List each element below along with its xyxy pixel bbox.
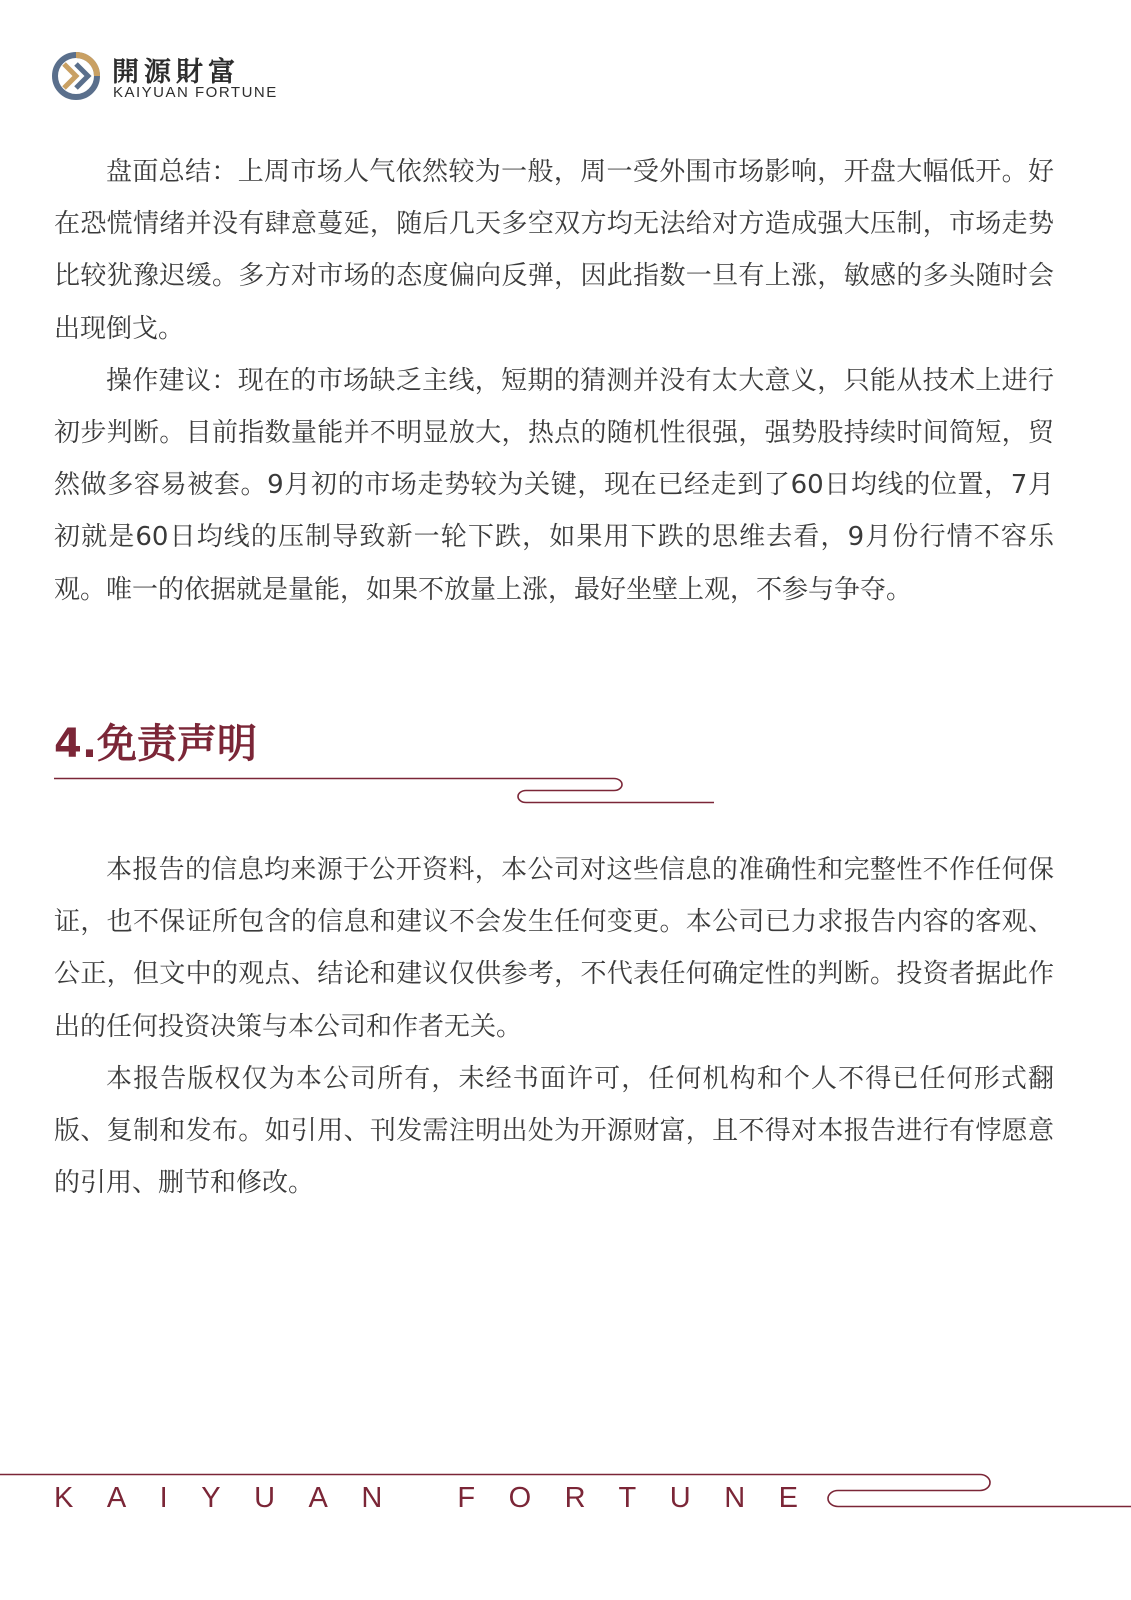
copyright-paragraph: 本报告版权仅为本公司所有，未经书面许可，任何机构和个人不得已任何形式翻版、复制和发布。如引用、刊发需注明出处为开源财富，且不得对本报告进行有悖愿意的引用、删节和修改。	[54, 1063, 1054, 1199]
disclaimer-heading: 4.免责声明	[54, 721, 258, 767]
kaiyuan-logo-icon	[50, 50, 102, 102]
market-summary-paragraph: 盘面总结：上周市场人气依然较为一般，周一受外围市场影响，开盘大幅低开。好在恐慌情绪并没有肆意蔓延，随后几天多空双方均无法给对方造成强大压制，市场走势比较犹豫迟缓。多方对市场的态度偏向反弹，因此指数一旦有上涨，敏感的多头随时会出现倒戈。	[54, 157, 1054, 344]
market-summary-section	[54, 146, 1054, 616]
operation-advice-paragraph: 操作建议：现在的市场缺乏主线，短期的猜测并没有太大意义，只能从技术上进行初步判断。目前指数量能并不明显放大，热点的随机性很强，强势股持续时间简短，贸然做多容易被套。9月初的市场走势较为关键，现在已经走到了60日均线的位置，7月初就是60日均线的压制导致新一轮下跌，如果用下跌的思维去看，9月份行情不容乐观。唯一的依据就是量能，如果不放量上涨，最好坐壁上观，不参与争夺。	[54, 365, 1054, 605]
logo-english-name: KAIYUAN FORTUNE	[113, 84, 278, 101]
logo	[50, 50, 320, 106]
heading-divider	[54, 774, 724, 806]
logo-chinese-name: 開源財富	[112, 57, 240, 88]
disclaimer-paragraph: 本报告的信息均来源于公开资料，本公司对这些信息的准确性和完整性不作任何保证，也不保证所包含的信息和建议不会发生任何变更。本公司已力求报告内容的客观、公正，但文中的观点、结论和建议仅供参考，不代表任何确定性的判断。投资者据此作出的任何投资决策与本公司和作者无关。	[54, 855, 1054, 1042]
disclaimer-section	[54, 844, 1054, 1209]
footer-brand: KAIYUAN FORTUNE	[54, 1482, 832, 1514]
